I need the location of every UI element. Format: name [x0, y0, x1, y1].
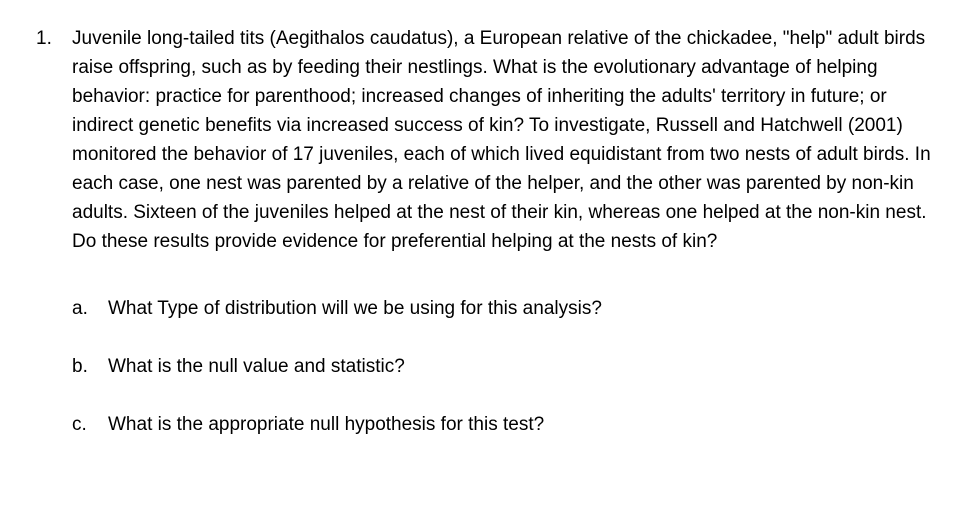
subquestion-text: What is the null value and statistic? [108, 356, 405, 377]
subquestion-text: What Type of distribution will we be using for this analysis? [108, 298, 602, 319]
subquestion-letter: c. [72, 414, 87, 435]
subquestion-text: What is the appropriate null hypothesis for this test? [108, 414, 545, 435]
subquestion-b [72, 352, 405, 381]
subquestion-a [72, 294, 602, 323]
subquestion-letter: a. [72, 298, 88, 319]
subquestion-c [72, 410, 544, 439]
question-number: 1. [36, 28, 52, 49]
subquestion-letter: b. [72, 356, 88, 377]
question-text: Juvenile long-tailed tits (Aegithalos caudatus), a European relative of the chickadee, "help" adult birds raise offspring, such as by feeding their nestlings. What is the evolutionary advantage of helping behavior: practice for parenthood; increased changes of inheriting the adults' territory in future; or indirect genetic benefits via increased success of kin? To investigate, Russell and Hatchwell (2001) monitored the behavior of 17 juveniles, each of which lived equidistant from two nests of adult birds. In each case, one nest was parented by a relative of the helper, and the other was parented by non-kin adults. Sixteen of the juveniles helped at the nest of their kin, whereas one helped at the non-kin nest. Do these results provide evidence for preferential helping at the nests of kin? [72, 28, 931, 252]
